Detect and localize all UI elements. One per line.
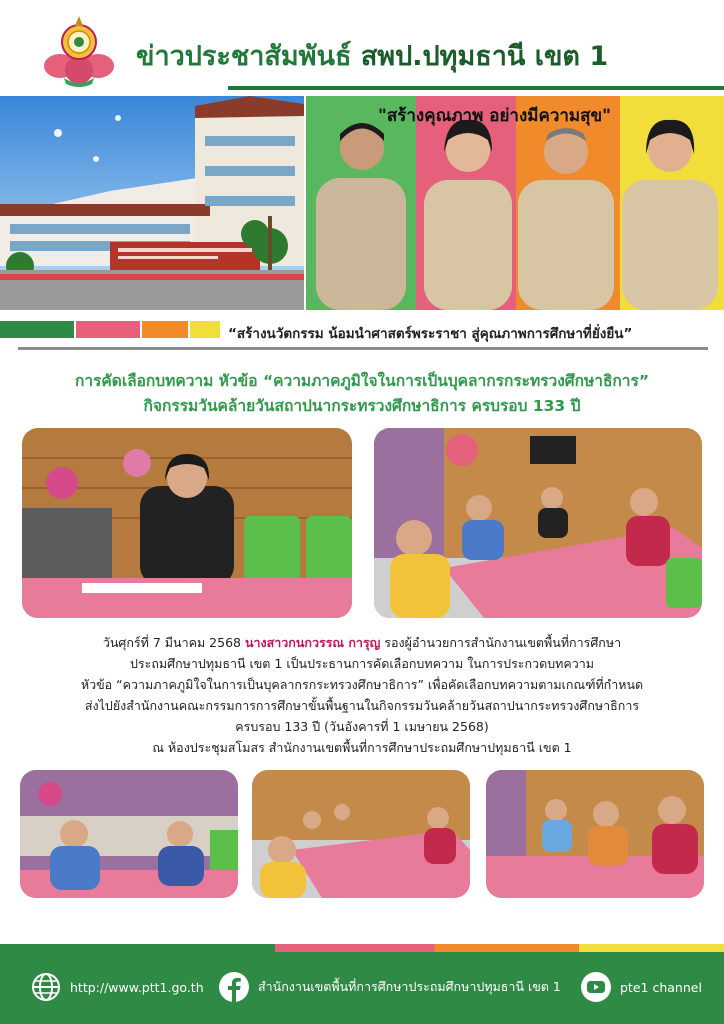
stripe-yellow xyxy=(190,321,220,338)
page-header-title xyxy=(136,34,608,77)
photo-chairperson xyxy=(22,428,352,618)
photo-committee-1 xyxy=(20,770,238,898)
article-title-line2: กิจกรรมวันคล้ายวันสถาปนากระทรวงศึกษาธิการ ครบรอบ 133 ปี xyxy=(143,397,581,415)
footer-youtube[interactable] xyxy=(580,971,702,1003)
footer-facebook[interactable] xyxy=(218,971,561,1003)
body-line-1 xyxy=(20,632,704,653)
vision-statement: “สร้างนวัตกรรม น้อมนำศาสตร์พระราชา สู่คุณภาพการศึกษาที่ยั่งยืน” xyxy=(228,326,633,342)
facebook-page-link[interactable]: สำนักงานเขตพื้นที่การศึกษาประถมศึกษาปทุมธานี เขต 1 xyxy=(258,979,561,994)
footer-website[interactable] xyxy=(30,971,204,1003)
body-line-5: ครบรอบ 133 ปี (วันอังคารที่ 1 เมษายน 2568) xyxy=(235,719,489,734)
stripe-green xyxy=(0,321,74,338)
office-building-photo xyxy=(0,96,304,310)
article-body xyxy=(20,632,704,758)
stripe-orange xyxy=(142,321,188,338)
body-date-text: วันศุกร์ที่ 7 มีนาคม 2568 xyxy=(102,635,245,650)
body-line-4: ส่งไปยังสำนักงานคณะกรรมการการศึกษาขั้นพื้นฐานในกิจกรรมวันคล้ายวันสถาปนากระทรวงศึกษาธิการ xyxy=(84,698,640,713)
photo-committee-2 xyxy=(252,770,470,898)
youtube-icon xyxy=(580,971,612,1003)
facebook-icon xyxy=(218,971,250,1003)
stripe-pink xyxy=(76,321,140,338)
obec-emblem-icon xyxy=(42,12,116,88)
body-line-6: ณ ห้องประชุมสโมสร สำนักงานเขตพื้นที่การศึกษาประถมศึกษาปทุมธานี เขต 1 xyxy=(152,740,572,755)
article-title-line1: การคัดเลือกบทความ หัวข้อ “ความภาคภูมิใจในการเป็นบุคลากรกระทรวงศึกษาธิการ” xyxy=(74,372,650,390)
youtube-channel-link[interactable]: pte1 channel xyxy=(620,979,702,995)
globe-icon xyxy=(30,971,62,1003)
header-title-text: ข่าวประชาสัมพันธ์ xyxy=(136,41,352,72)
divider xyxy=(18,347,708,350)
chairperson-name: นางสาวกนกวรรณ การุญ xyxy=(244,635,381,650)
photo-committee-3 xyxy=(486,770,704,898)
banner-slogan: "สร้างคุณภาพ อย่างมีความสุข" xyxy=(378,106,611,126)
header-org-text: สพป.ปทุมธานี เขต 1 xyxy=(360,41,609,72)
website-link[interactable]: http://www.ptt1.go.th xyxy=(70,979,204,995)
body-line-2: ประถมศึกษาปทุมธานี เขต 1 เป็นประธานการคัดเลือกบทความ ในการประกวดบทความ xyxy=(129,656,595,671)
footer-stripe xyxy=(0,944,724,952)
header-underline xyxy=(228,86,724,90)
body-position-text: รองผู้อำนวยการสำนักงานเขตพื้นที่การศึกษา xyxy=(380,635,622,650)
footer-bar xyxy=(0,952,724,1024)
body-line-3: หัวข้อ “ความภาคภูมิใจในการเป็นบุคลากรกระทรวงศึกษาธิการ” เพื่อคัดเลือกบทความตามเกณฑ์ที่กำหนด xyxy=(80,677,644,692)
photo-meeting-room xyxy=(374,428,702,618)
